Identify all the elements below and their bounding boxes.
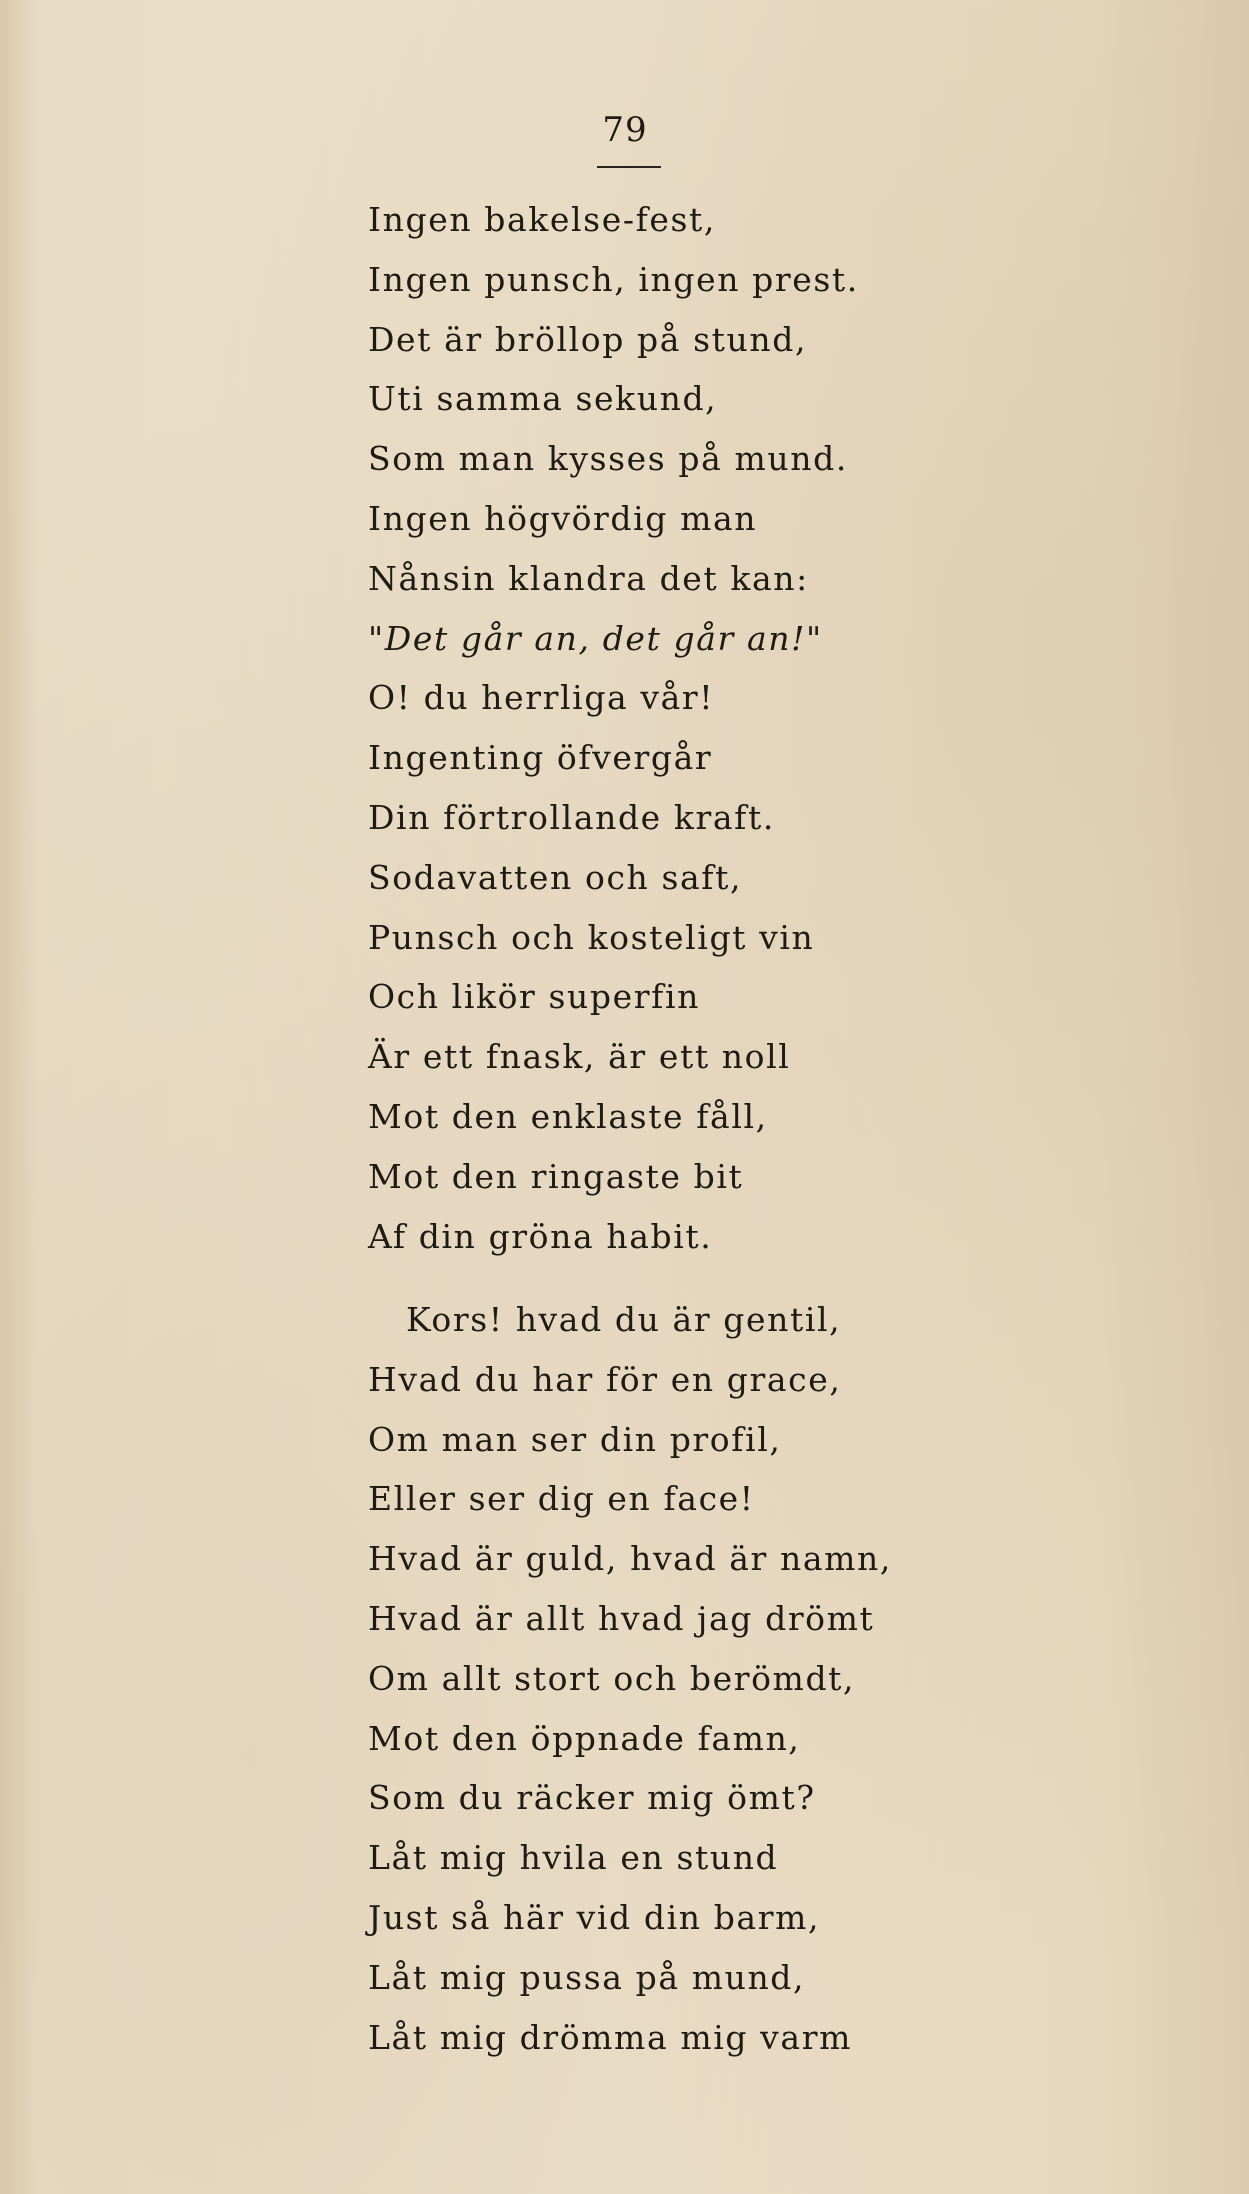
poem-line: Kors! hvad du är gentil, <box>406 1300 842 1339</box>
poem-line: Hvad du har för en grace, <box>368 1359 842 1399</box>
poem-line-quote: "Det går an, det går an!" <box>368 618 823 658</box>
poem-line: Låt mig pussa på mund, <box>368 1957 806 1997</box>
stanza-2 <box>368 1290 892 2067</box>
poem-line: Ingen högvördig man <box>368 498 758 538</box>
poem-line: Ingen bakelse-fest, <box>368 200 717 239</box>
poem-line: Som du räcker mig ömt? <box>368 1778 816 1818</box>
poem-line: Din förtrollande kraft. <box>368 797 775 837</box>
poem-line: Om allt stort och berömdt, <box>368 1658 856 1698</box>
poem-line: Och likör superfin <box>368 977 700 1017</box>
poem-line: Låt mig drömma mig varm <box>368 2017 852 2057</box>
poem-line: Eller ser dig en face! <box>368 1479 755 1519</box>
poem-line: Ingen punsch, ingen prest. <box>368 259 859 299</box>
poem-line: Mot den öppnade famn, <box>368 1718 801 1758</box>
poem-line: Nånsin klandra det kan: <box>368 558 809 598</box>
poem-line: Hvad är guld, hvad är namn, <box>368 1539 892 1579</box>
stanza-1 <box>368 190 859 1266</box>
poem-line: Hvad är allt hvad jag drömt <box>368 1598 875 1638</box>
poem-line: Ingenting öfvergår <box>368 738 713 778</box>
poem-line: Punsch och kosteligt vin <box>368 917 815 957</box>
page-number-rule <box>597 166 661 168</box>
poem-line: Sodavatten och saft, <box>368 857 743 897</box>
poem-line: O! du herrliga vår! <box>368 678 715 718</box>
poem-line: Om man ser din profil, <box>368 1419 782 1459</box>
page-number: 79 <box>602 110 648 150</box>
poem-line: Just så här vid din barm, <box>368 1897 821 1937</box>
poem-line: Mot den enklaste fåll, <box>368 1096 768 1136</box>
poem-line: Af din gröna habit. <box>368 1216 713 1256</box>
poem-line: Är ett fnask, är ett noll <box>368 1037 791 1077</box>
poem-line: Mot den ringaste bit <box>368 1156 744 1196</box>
poem-line: Uti samma sekund, <box>368 379 718 419</box>
poem-line: Som man kysses på mund. <box>368 439 848 479</box>
poem-line: Det är bröllop på stund, <box>368 319 808 359</box>
poem-line: Låt mig hvila en stund <box>368 1838 779 1878</box>
